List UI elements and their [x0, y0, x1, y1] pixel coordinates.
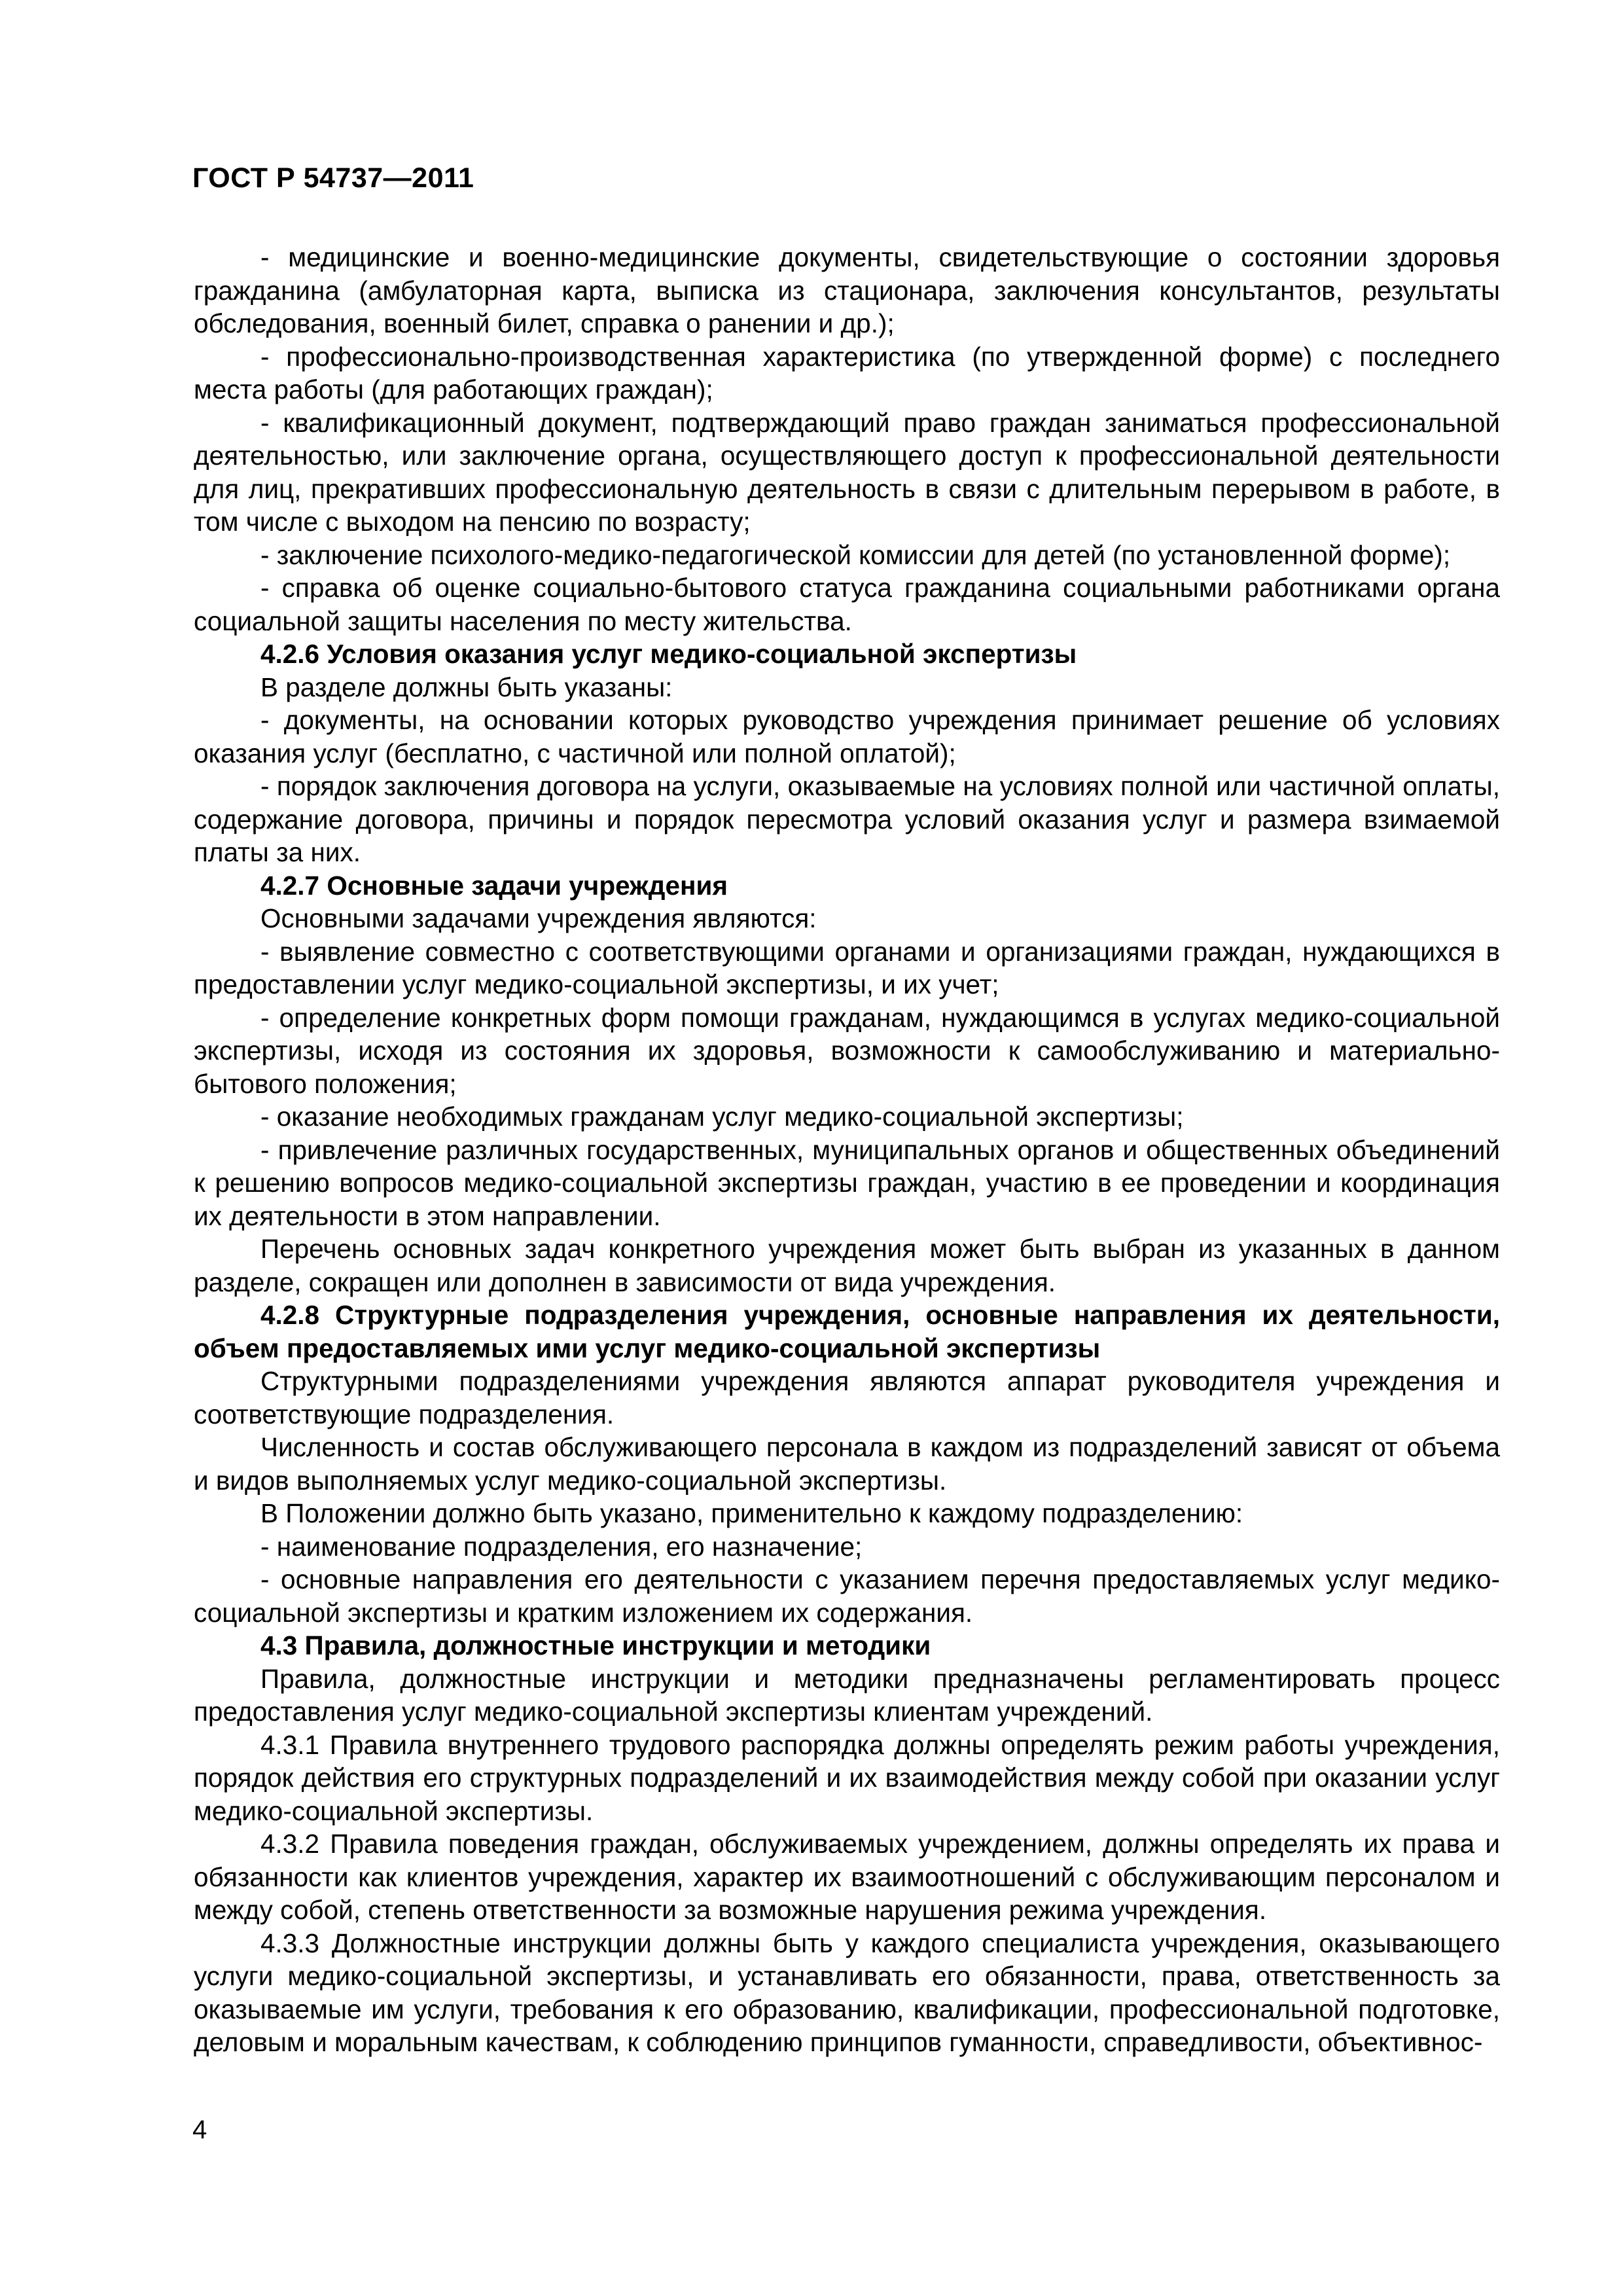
- body-paragraph: В разделе должны быть указаны:: [260, 672, 673, 702]
- body-paragraph: - квалификационный документ, подтверждающий право граждан заниматься профессиональной деятельностью, или заключение органа, осуществляющего доступ к профессиональной деятельности для лиц, прекративших профессиональную деятельность в связи с длительным перерывом в работе, в том числе с выходом на пенсию по возрасту;: [194, 407, 1500, 537]
- body-paragraph: - выявление совместно с соответствующими органами и организациями граждан, нуждающихся в предоставлении услуг медико-социальной экспертизы, и их учет;: [194, 936, 1500, 999]
- document-body: [194, 241, 1500, 2059]
- document-header: ГОСТ Р 54737—2011: [192, 162, 474, 194]
- body-paragraph: 4.3.1 Правила внутреннего трудового распорядка должны определять режим работы учреждения, порядок действия его структурных подразделений и их взаимодействия между собой при оказании услуг медико-социальной экспертизы.: [194, 1729, 1500, 1826]
- section-heading: 4.2.8 Структурные подразделения учреждения, основные направления их деятельности, объем предоставляемых ими услуг медико-социальной экспертизы: [194, 1300, 1500, 1363]
- body-paragraph: Основными задачами учреждения являются:: [260, 903, 817, 933]
- body-paragraph: - заключение психолого-медико-педагогической комиссии для детей (по установленной форме);: [260, 539, 1451, 570]
- body-paragraph: Правила, должностные инструкции и методики предназначены регламентировать процесс предоставления услуг медико-социальной экспертизы клиентам учреждений.: [194, 1663, 1500, 1727]
- body-paragraph: В Положении должно быть указано, применительно к каждому подразделению:: [260, 1498, 1243, 1528]
- body-paragraph: - медицинские и военно-медицинские документы, свидетельствующие о состоянии здоровья гражданина (амбулаторная карта, выписка из стационара, заключения консультантов, результаты обследования, военный билет, справка о ранении и др.);: [194, 242, 1500, 338]
- body-paragraph: - документы, на основании которых руководство учреждения принимает решение об условиях оказания услуг (бесплатно, с частичной или полной оплатой);: [194, 705, 1500, 768]
- body-paragraph: Численность и состав обслуживающего персонала в каждом из подразделений зависят от объема и видов выполняемых услуг медико-социальной экспертизы.: [194, 1432, 1500, 1496]
- body-paragraph: - определение конкретных форм помощи гражданам, нуждающимся в услугах медико-социальной экспертизы, исходя из состояния их здоровья, возможности к самообслуживанию и материально-бытового положения;: [194, 1002, 1500, 1099]
- body-paragraph: - основные направления его деятельности с указанием перечня предоставляемых услуг медико-социальной экспертизы и кратким изложением их содержания.: [194, 1564, 1500, 1628]
- body-paragraph: - оказание необходимых гражданам услуг медико-социальной экспертизы;: [260, 1102, 1184, 1132]
- page-number: 4: [192, 2115, 207, 2144]
- body-paragraph: - справка об оценке социально-бытового статуса гражданина социальными работниками органа социальной защиты населения по месту жительства.: [194, 573, 1500, 636]
- body-paragraph: - порядок заключения договора на услуги, оказываемые на условиях полной или частичной оплаты, содержание договора, причины и порядок пересмотра условий оказания услуг и размера взимаемой платы за них.: [194, 771, 1500, 867]
- body-paragraph: - профессионально-производственная характеристика (по утвержденной форме) с последнего места работы (для работающих граждан);: [194, 341, 1500, 404]
- section-heading: 4.2.6 Условия оказания услуг медико-социальной экспертизы: [260, 639, 1077, 669]
- body-paragraph: - наименование подразделения, его назначение;: [260, 1531, 863, 1562]
- body-paragraph: Структурными подразделениями учреждения являются аппарат руководителя учреждения и соответствующие подразделения.: [194, 1366, 1500, 1429]
- section-heading: 4.3 Правила, должностные инструкции и методики: [260, 1630, 931, 1660]
- section-heading: 4.2.7 Основные задачи учреждения: [260, 870, 728, 901]
- body-paragraph: Перечень основных задач конкретного учреждения может быть выбран из указанных в данном разделе, сокращен или дополнен в зависимости от вида учреждения.: [194, 1234, 1500, 1297]
- body-paragraph: 4.3.3 Должностные инструкции должны быть у каждого специалиста учреждения, оказывающего услуги медико-социальной экспертизы, и устанавливать его обязанности, права, ответственность за оказываемые им услуги, требования к его образованию, квалификации, профессиональной подготовке, деловым и моральным качествам, к соблюдению принципов гуманности, справедливости, объективнос-: [194, 1928, 1500, 2057]
- body-paragraph: - привлечение различных государственных, муниципальных органов и общественных объединений к решению вопросов медико-социальной экспертизы граждан, участию в ее проведении и координация их деятельности в этом направлении.: [194, 1134, 1500, 1231]
- body-paragraph: 4.3.2 Правила поведения граждан, обслуживаемых учреждением, должны определять их права и обязанности как клиентов учреждения, характер их взаимоотношений с обслуживающим персоналом и между собой, степень ответственности за возможные нарушения режима учреждения.: [194, 1829, 1500, 1925]
